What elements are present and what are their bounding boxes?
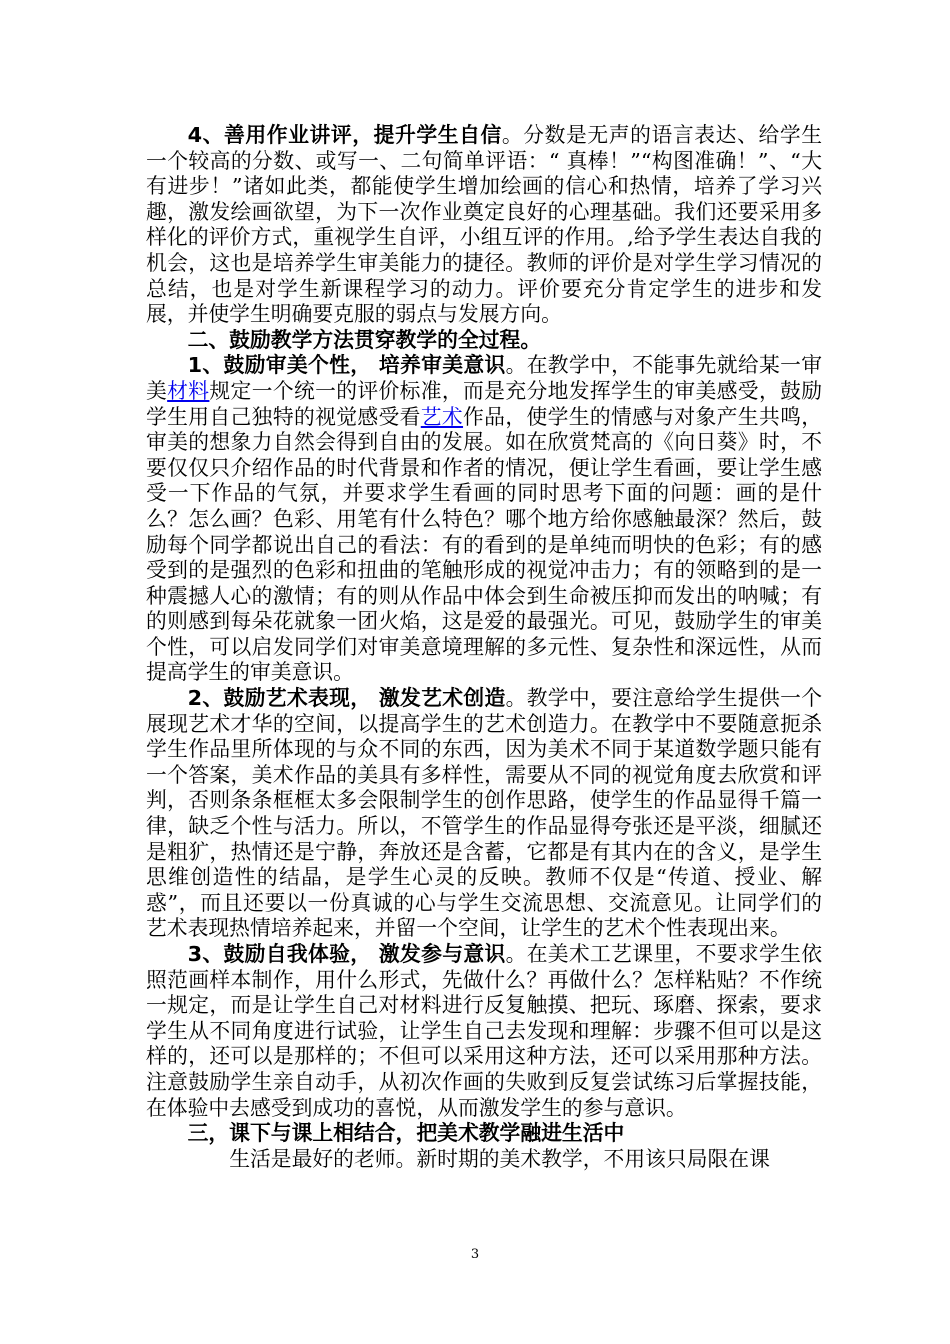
section-title-2: 二、鼓励教学方法贯穿教学的全过程。	[187, 327, 542, 352]
paragraph-text: 。在美术工艺课里，不要求学生依照范画样本制作，用什么形式，先做什么？再做什么？怎样粘贴？不作统一规定，而是让学生自己对材料进行反复触摸、把玩、琢磨、探索，要求学生从不同角度进行试验，让学生自己去发现和理解：步骤不但可以是这样的，还可以是那样的；不但可以采用这种方法，还可以采用那种方法。注意鼓励学生亲自动手，从初次作画的失败到反复尝试练习后掌握技能，在体验中去感受到成功的喜悦，从而激发学生的参与意识。	[146, 942, 822, 1120]
paragraph-heading: 1、鼓励审美个性， 培养审美意识	[187, 353, 506, 378]
paragraph-text: 规定一个统一的评价标准，而是充分地发挥学生的审美感受，鼓励学生用自己独特的视觉感受看	[146, 378, 823, 429]
paragraph-self-experience	[146, 942, 822, 1121]
paragraph-aesthetic-individuality	[146, 353, 822, 686]
paragraph-text: 。教学中，要注意给学生提供一个展现艺术才华的空间，以提高学生的艺术创造力。在教学中不要随意扼杀学生作品里所体现的与众不同的东西，因为美术不同于某道数学题只能有一个答案，美术作品的美具有多样性，需要从不同的视觉角度去欣赏和评判，否则条条框框太多会限制学生的创作思路，使学生的作品显得千篇一律，缺乏个性与活力。所以，不管学生的作品显得夸张还是平淡，细腻还是粗犷，热情还是宁静，奔放还是含蓄，它都是有其内在的含义，是学生思维创造性的结晶，是学生心灵的反映。教师不仅是“传道、授业、解惑”，而且还要以一份真诚的心与学生交流思想、交流意见。让同学们的艺术表现热情培养起来，并留一个空间，让学生的艺术个性表现出来。	[146, 686, 822, 941]
paragraph-life-teacher: 生活是最好的老师。新时期的美术教学，不用该只局限在课	[229, 1146, 770, 1171]
paragraph-heading: 2、鼓励艺术表现， 激发艺术创造	[187, 686, 506, 711]
link-materials[interactable]: 材料	[167, 378, 210, 403]
section-title-3: 三，课下与课上相结合，把美术教学融进生活中	[187, 1121, 625, 1146]
paragraph-heading: 4、善用作业讲评，提升学生自信	[187, 123, 502, 147]
paragraph-artistic-expression	[146, 686, 822, 942]
paragraph-text: 。分数是无声的语言表达、给学生一个较高的分数、或写一、二句简单评语：“ 真棒！”“构图准确！”、“大有进步！”诸如此类，都能使学生增加绘画的信心和热情，培养了学习兴趣，激发绘画欲望，为下一次作业奠定良好的心理基础。我们还要采用多样化的评价方式，重视学生自评，小组互评的作用。,给予学生表达自我的机会，这也是培养学生审美能力的捷径。教师的评价是对学生学习情况的总结，也是对学生新课程学习的动力。评价要充分肯定学生的进步和发展，并使学生明确要克服的弱点与发展方向。	[146, 123, 822, 327]
paragraph-text: 作品，使学生的情感与对象产生共鸣，审美的想象力自然会得到自由的发展。如在欣赏梵高的《向日葵》时，不要仅仅只介绍作品的时代背景和作者的情况，便让学生看画，要让学生感受一下作品的气氛，并要求学生看画的同时思考下面的问题：画的是什么？怎么画？色彩、用笔有什么特色？哪个地方给你感触最深？然后，鼓励每个同学都说出自己的看法：有的看到的是单纯而明快的色彩；有的感受到的是强烈的色彩和扭曲的笔触形成的视觉冲击力；有的领略到的是一种震撼人心的激情；有的则从作品中体会到生命被压抑而发出的呐喊；有的则感到每朵花就象一团火焰，这是爱的最强光。可见，鼓励学生的审美个性，可以启发同学们对审美意境理解的多元性、复杂性和深远性，从而提高学生的审美意识。	[146, 404, 823, 685]
paragraph-text: 。在教学中，不能事先就给某一审美	[146, 353, 822, 403]
page-number: 3	[470, 1247, 480, 1262]
paragraph-heading: 3、鼓励自我体验， 激发参与意识	[187, 942, 506, 966]
document-body	[146, 123, 822, 1172]
paragraph-homework-review	[146, 123, 822, 328]
link-art[interactable]: 艺术	[420, 404, 464, 429]
